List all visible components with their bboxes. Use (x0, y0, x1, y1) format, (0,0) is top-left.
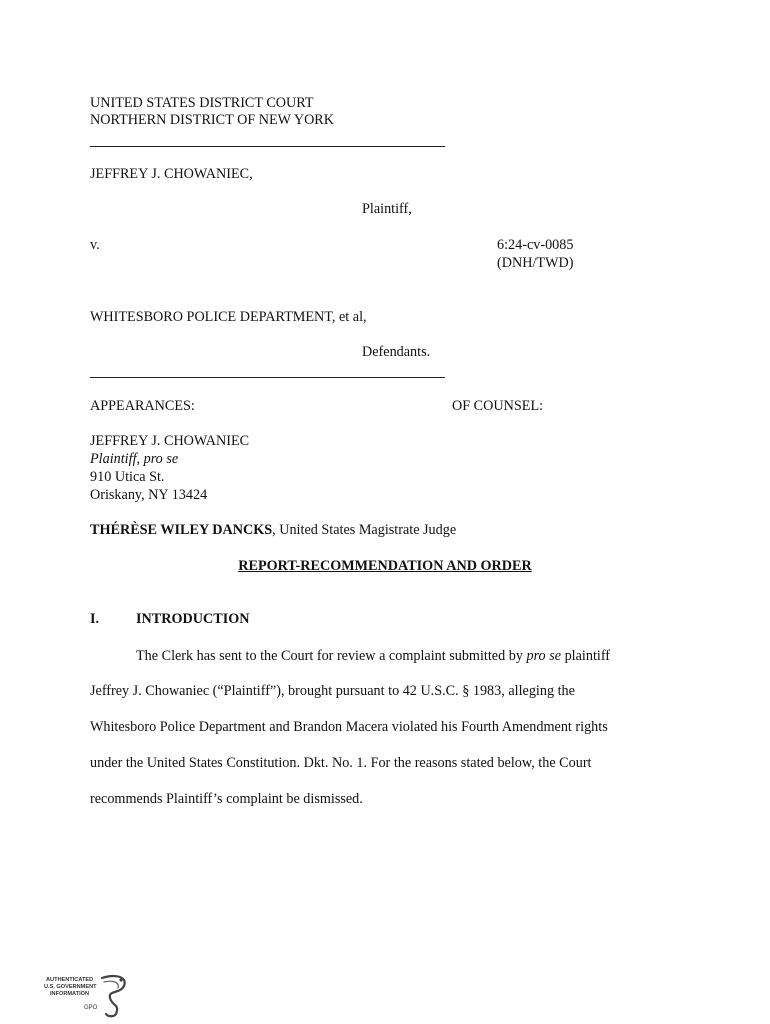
defendant-role: Defendants. (362, 344, 431, 360)
of-counsel-heading: OF COUNSEL: (452, 398, 544, 414)
logo-text-line3: INFORMATION (50, 991, 90, 997)
body-line-2: Jeffrey J. Chowaniec (“Plaintiff”), brought pursuant to 42 U.S.C. § 1983, alleging the (90, 683, 575, 699)
gpo-authenticated-seal-icon (44, 972, 130, 1018)
court-name: UNITED STATES DISTRICT COURT (90, 95, 314, 111)
body-text-italic: pro se (526, 648, 562, 664)
plaintiff-name: JEFFREY J. CHOWANIEC, (90, 166, 253, 182)
body-line-1 (136, 647, 610, 665)
judge-line (90, 521, 456, 539)
body-text: plaintiff (561, 648, 611, 664)
judge-name: THÉRÈSE WILEY DANCKS (90, 522, 273, 538)
case-number: 6:24-cv-0085 (497, 237, 574, 253)
appearance-party-name: JEFFREY J. CHOWANIEC (90, 433, 250, 449)
logo-text-gpo: GPO (84, 1005, 98, 1011)
appearance-party-role: Plaintiff, pro se (90, 451, 179, 467)
section-heading: INTRODUCTION (136, 611, 250, 627)
appearance-address-city: Oriskany, NY 13424 (90, 487, 208, 503)
body-line-3: Whitesboro Police Department and Brandon Macera violated his Fourth Amendment rights (90, 719, 608, 735)
defendant-name: WHITESBORO POLICE DEPARTMENT, et al, (90, 309, 367, 325)
logo-text-line1: AUTHENTICATED (46, 977, 94, 983)
appearance-address-street: 910 Utica St. (90, 469, 165, 485)
body-line-5: recommends Plaintiff’s complaint be dismissed. (90, 791, 363, 807)
versus: v. (90, 237, 100, 253)
section-number: I. (90, 611, 100, 627)
body-text: The Clerk has sent to the Court for review a complaint submitted by (136, 648, 527, 664)
judge-title: , United States Magistrate Judge (272, 522, 457, 538)
appearances-heading: APPEARANCES: (90, 398, 195, 414)
body-line-4: under the United States Constitution. Dkt. No. 1. For the reasons stated below, the Court (90, 755, 592, 771)
plaintiff-role: Plaintiff, (362, 201, 412, 217)
document-title: REPORT-RECOMMENDATION AND ORDER (238, 558, 532, 574)
court-district: NORTHERN DISTRICT OF NEW YORK (90, 112, 335, 128)
logo-text-line2: U.S. GOVERNMENT (44, 984, 97, 990)
caption-divider-top (90, 146, 445, 147)
caption-divider-bottom (90, 377, 445, 378)
case-judges: (DNH/TWD) (497, 255, 574, 271)
